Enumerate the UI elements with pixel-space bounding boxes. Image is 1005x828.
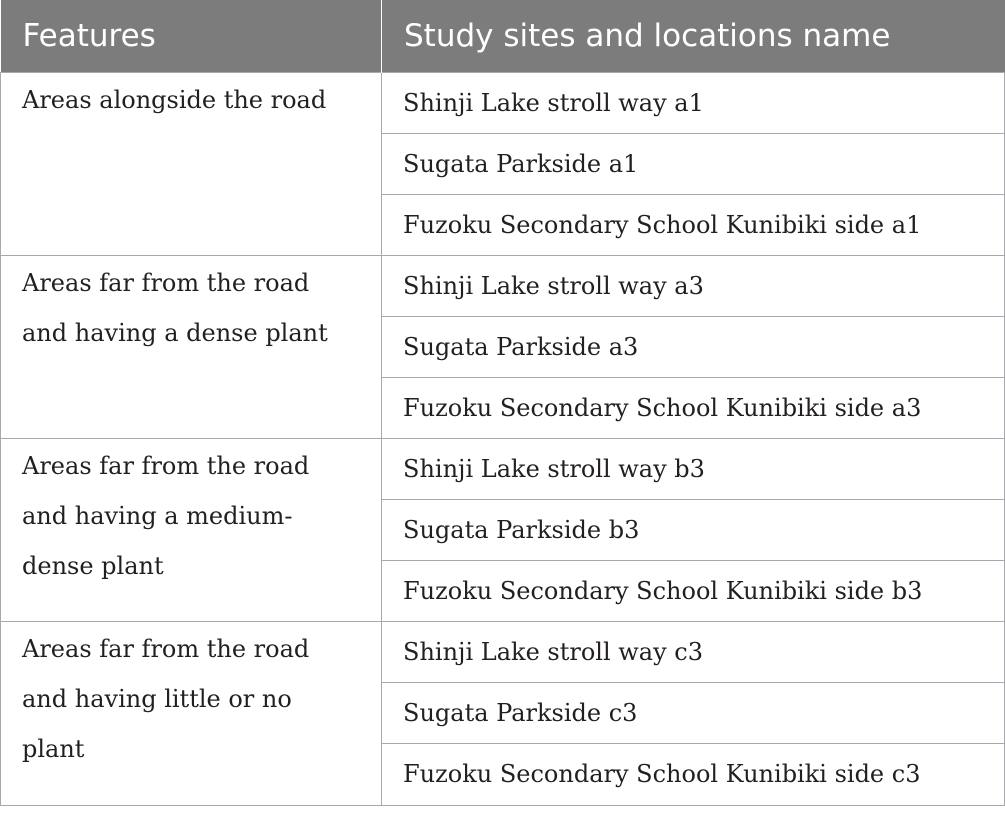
- site-cell: Shinji Lake stroll way c3: [382, 621, 1005, 682]
- header-row: [1, 0, 1005, 72]
- site-cell: Fuzoku Secondary School Kunibiki side a3: [382, 377, 1005, 438]
- table-row: [1, 621, 1005, 682]
- header-study-sites: Study sites and locations name: [382, 0, 1005, 72]
- table-row: [1, 72, 1005, 133]
- site-cell: Sugata Parkside c3: [382, 682, 1005, 743]
- table-header: [1, 0, 1005, 72]
- feature-label: Areas alongside the road: [22, 85, 327, 114]
- table-row: [1, 255, 1005, 316]
- feature-cell: [1, 438, 382, 621]
- feature-label: Areas far from the road and having little or no plant: [22, 634, 310, 763]
- feature-cell: [1, 72, 382, 255]
- feature-cell: [1, 255, 382, 438]
- table-row: [1, 438, 1005, 499]
- table-body: [1, 72, 1005, 805]
- site-cell: Shinji Lake stroll way a3: [382, 255, 1005, 316]
- site-cell: Sugata Parkside a1: [382, 133, 1005, 194]
- site-cell: Sugata Parkside b3: [382, 499, 1005, 560]
- header-features: Features: [1, 0, 382, 72]
- site-cell: Shinji Lake stroll way b3: [382, 438, 1005, 499]
- site-cell: Fuzoku Secondary School Kunibiki side b3: [382, 560, 1005, 621]
- feature-label: Areas far from the road and having a medium-dense plant: [22, 451, 310, 580]
- feature-cell: [1, 621, 382, 805]
- site-cell: Shinji Lake stroll way a1: [382, 72, 1005, 133]
- site-cell: Fuzoku Secondary School Kunibiki side c3: [382, 743, 1005, 805]
- feature-label: Areas far from the road and having a dense plant: [22, 268, 328, 347]
- site-cell: Sugata Parkside a3: [382, 316, 1005, 377]
- site-cell: Fuzoku Secondary School Kunibiki side a1: [382, 194, 1005, 255]
